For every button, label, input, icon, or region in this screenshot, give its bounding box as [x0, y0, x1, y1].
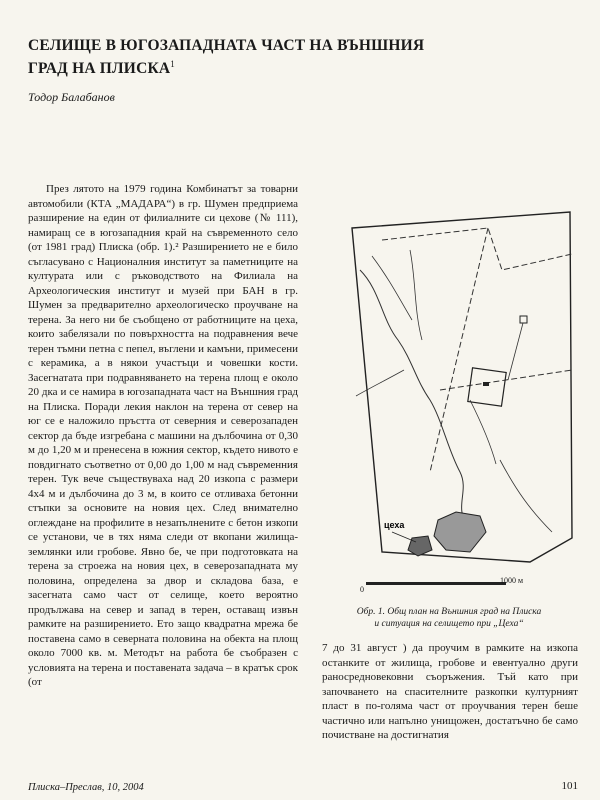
site-plan-map [320, 210, 578, 582]
figure-caption [320, 606, 578, 630]
inner-fortress [468, 368, 506, 406]
figure-caption-line1: Обр. 1. Общ план на Външния град на Плиска [356, 607, 542, 617]
factory-area [434, 512, 486, 552]
scale-end-label: 1000 м [500, 576, 524, 585]
article-title [28, 36, 468, 78]
inner-fortress-core [483, 382, 489, 386]
river-branch-4 [470, 400, 496, 464]
river-branch-1 [372, 256, 412, 320]
dashed-road-north [382, 228, 572, 270]
river-branch-5 [500, 460, 552, 532]
body-column-left [28, 182, 298, 690]
figure-caption-line2: и ситуация на селището при „Цеха“ [374, 619, 524, 629]
dashed-road-vertical [430, 228, 488, 472]
factory-label-leader [392, 532, 416, 542]
author-name: Тодор Балабанов [28, 90, 115, 104]
river-branch-2 [410, 250, 422, 340]
settlement-area [408, 536, 432, 556]
body-column-right [322, 641, 578, 743]
river-branch-3 [356, 370, 404, 396]
body-paragraph-left: През лятото на 1979 година Комбинатът за товарни автомобили (КТА „МАДАРА“) в гр. Шумен предприема разширение на един от филиалните си цехове (№ 111), намиращ се в югозападния край на съвременното село (от 1981 град) Плиска (обр. 1).² Разширението не е било съгласувано с Националния институт за паметниците на културата или с ръководството на Филиала на Археологическия институт и музей при БАН в гр. Шумен за предварително археологическо проучване на терена. За него ни бе съобщено от работниците на цеха, които забелязали по повърхността на подравнения вече терен тъмни петна с пепел, въглени и камъни, примесени с керамика, а в някои участъци и човешки кости. Засегнатата при подравняването на терена площ е около 20 дка и се намира в югозападната част на Външния град на Плиска. Поради лекия наклон на терена от север на юг се е наложило пръстта от северния и северозападен сектор да бъде изгребана с машини на дълбочина от 0,30 м до 1,20 м и пренесена в южния сектор, където нивото е повдигнато съответно от 0,00 до 1,00 м над съвременния терен. Тук вече съществуваха над 20 изкопа с размери 4x4 м и дълбочина до 3 м, в които се отливаха бетонни стъпки за основите на новия цех. След внимателно оглеждане на профилите в незапълнените с бетон изкопи се установи, че в тях няма следи от вкопани жилища-землянки или гробове. Явно бе, че при подготовката на терена за строежа на новия цех, в северозападната му половина, определена за двор и складова база, е засегната само част от селище, което вероятно продължава на север и запад в терен, оставащ извън рамките на разширението. Ето защо квадратна мрежа бе поставена само в северната половина на обекта на площ около 7000 кв. м. Методът на работа бе съобразен с условията на терена и поставената задача – в кратък срок (от [28, 183, 298, 688]
small-structure [520, 316, 527, 323]
small-structure-path [508, 323, 523, 380]
scale-start-label: 0 [360, 585, 364, 594]
article-title-text: СЕЛИЩЕ В ЮГОЗАПАДНАТА ЧАСТ НА ВЪНШНИЯ ГРАД НА ПЛИСКА [28, 37, 425, 78]
factory-label: цеха [384, 520, 405, 530]
body-paragraph-right: 7 до 31 август ) да проучим в рамките на изкопа останките от жилища, гробове и евентуално други раносредновековни съоръжения. Тъй като при започването на спасителните разкопки културният пласт в по-голяма част от проучвания терен беше частично или напълно унищожен, достатъчно бе само почистване на достигнатия [322, 642, 578, 741]
scale-bar [360, 576, 560, 596]
scale-bar-line [366, 582, 506, 585]
page-number: 101 [561, 780, 578, 792]
site-plan-figure [320, 210, 578, 582]
journal-footer: Плиска–Преслав, 10, 2004 [28, 782, 144, 793]
title-footnote-marker: 1 [170, 59, 175, 69]
